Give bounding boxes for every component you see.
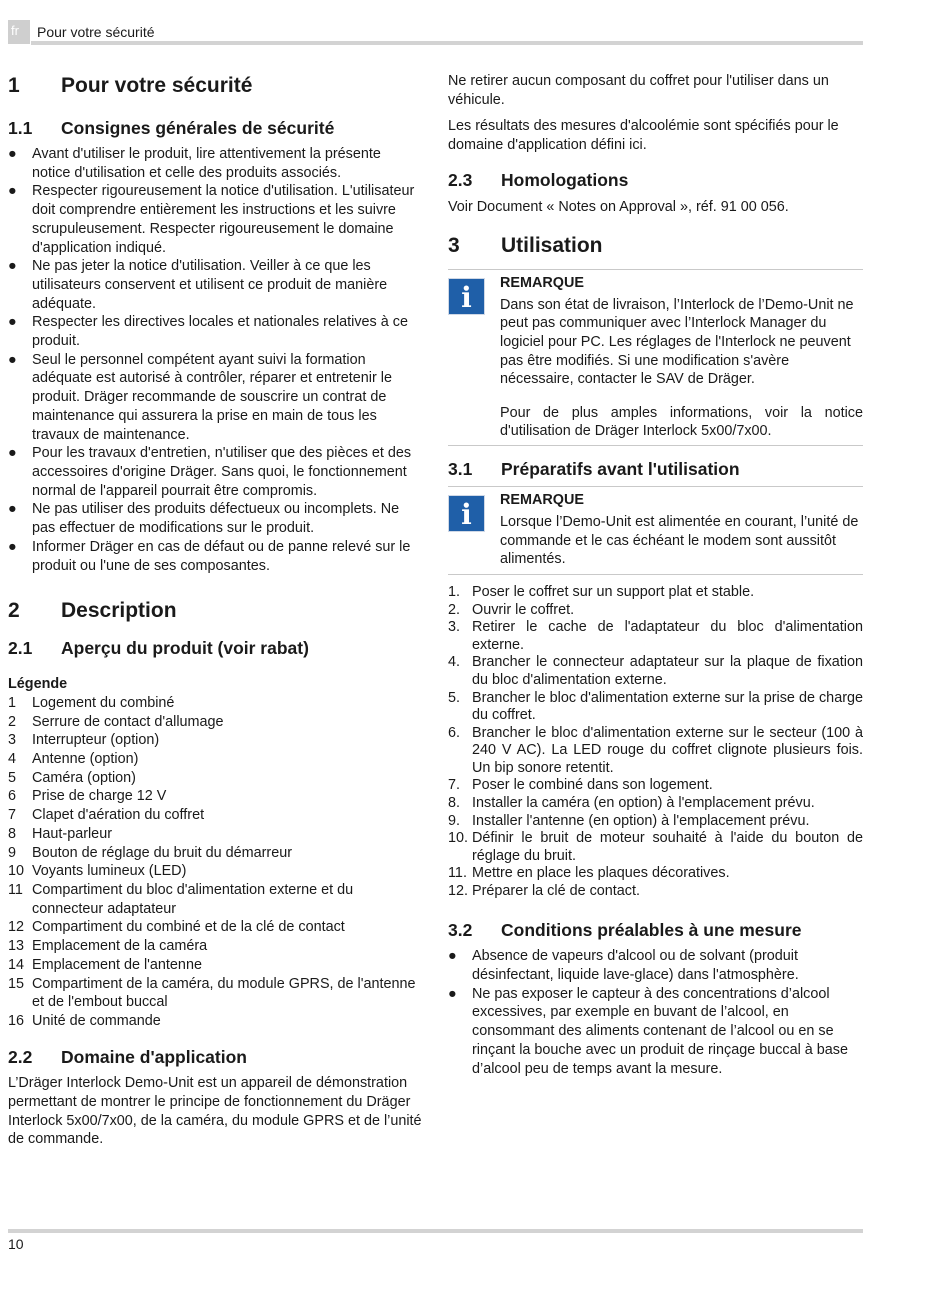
legend-item: 10 Voyants lumineux (LED) — [8, 863, 187, 880]
right-column — [448, 72, 863, 1078]
section-2-1-heading: 2.1 Aperçu du produit (voir rabat) — [8, 637, 309, 658]
list-item: ● Absence de vapeurs d'alcool ou de solvant (produit désinfectant, liquide lave-glace) dans l'atmosphère. — [448, 948, 799, 984]
legend-list — [8, 694, 423, 1031]
step-item: 10. Définir le bruit de moteur souhaité à l'aide du bouton de réglage du bruit. — [448, 830, 863, 864]
conditions-list — [448, 947, 863, 1078]
legend-item: 1 Logement du combiné — [8, 694, 175, 711]
legend-item: 16 Unité de commande — [8, 1012, 161, 1029]
list-item: ● Respecter rigoureusement la notice d'utilisation. L'utilisateur doit comprendre entièrement les instructions et les suivre scrupuleusement. Respecter rigoureusement le domaine d'application indiqué. — [8, 183, 415, 256]
list-item: ● Seul le personnel compétent ayant suivi la formation adéquate est autorisé à contrôler, réparer et entretenir le produit. Dräger recommande de souscrire un contrat de maintenance qui assurera la prise en main de tous les travaux de maintenance. — [8, 351, 392, 443]
note-label: REMARQUE — [500, 491, 584, 508]
paragraph: Les résultats des mesures d'alcoolémie sont spécifiés pour le domaine d'application défini ici. — [448, 118, 839, 154]
legend-item: 5 Caméra (option) — [8, 769, 136, 786]
list-item: ● Respecter les directives locales et nationales relatives à ce produit. — [8, 314, 408, 350]
info-icon: i — [448, 278, 485, 315]
note-box — [448, 486, 863, 575]
section-2-3-heading: 2.3 Homologations — [448, 169, 629, 190]
legend-item: 9 Bouton de réglage du bruit du démarreur — [8, 844, 293, 861]
approval-text: Voir Document « Notes on Approval », réf. 91 00 056. — [448, 198, 789, 215]
list-item: ● Ne pas jeter la notice d'utilisation. Veiller à ce que les utilisateurs conservent et utilisent ce produit de manière adéquate. — [8, 258, 388, 312]
legend-item: 8 Haut-parleur — [8, 825, 112, 842]
step-item: 5. Brancher le bloc d'alimentation externe sur la prise de charge du coffret. — [448, 689, 863, 724]
note-text: Dans son état de livraison, l’Interlock de l’Demo-Unit ne peut pas communiquer avec l’Interlock Manager du logiciel pour PC. Les réglages de l'Interlock ne peuvent pas être modifiés. Si une modification s'avère nécessaire, contacter le SAV de Dräger. — [500, 296, 854, 388]
note-label: REMARQUE — [500, 274, 584, 291]
step-item: 12. Préparer la clé de contact. — [448, 883, 640, 900]
header-rule — [31, 41, 863, 45]
left-column — [8, 72, 423, 1149]
legend-item: 7 Clapet d'aération du coffret — [8, 807, 205, 824]
legend-item: 3 Interrupteur (option) — [8, 732, 160, 749]
preparation-steps — [448, 584, 863, 901]
list-item: ● Pour les travaux d'entretien, n'utiliser que des pièces et des accessoires d'origine Dräger. Sans quoi, le fonctionnement normal de l'appareil pourrait être compromis. — [8, 445, 412, 499]
section-3-heading: 3 Utilisation — [448, 234, 603, 258]
step-item: 8. Installer la caméra (en option) à l'emplacement prévu. — [448, 795, 815, 812]
note-text: Lorsque l’Demo-Unit est alimentée en courant, l’unité de commande et le cas échéant le modem sont aussitôt alimentés. — [500, 513, 859, 568]
legend-item: 11 Compartiment du bloc d'alimentation externe et du connecteur adaptateur — [8, 882, 354, 917]
legend-item: 6 Prise de charge 12 V — [8, 788, 167, 805]
legend-item: 15 Compartiment de la caméra, du module GPRS, de l'antenne et de l'embout buccal — [8, 975, 416, 1011]
footer-rule — [8, 1229, 863, 1233]
paragraph: Ne retirer aucun composant du coffret pour l'utiliser dans un véhicule. — [448, 73, 829, 108]
step-item: 6. Brancher le bloc d'alimentation externe sur le secteur (100 à 240 V AC). La LED rouge du coffret clignote plusieurs fois. Un bip sonore retentit. — [448, 724, 863, 776]
section-2-heading: 2 Description — [8, 599, 177, 623]
list-item: ● Informer Dräger en cas de défaut ou de panne relevé sur le produit ou l'une de ses composantes. — [8, 538, 411, 574]
step-item: 2. Ouvrir le coffret. — [448, 601, 575, 618]
section-3-2-heading: 3.2 Conditions préalables à une mesure — [448, 919, 802, 940]
safety-list — [8, 145, 423, 575]
legend-item: 4 Antenne (option) — [8, 751, 139, 768]
section-3-1-heading: 3.1 Préparatifs avant l'utilisation — [448, 459, 740, 480]
legend-item: 13 Emplacement de la caméra — [8, 938, 208, 955]
running-header-title: Pour votre sécurité — [37, 24, 155, 40]
page-number: 10 — [8, 1236, 24, 1252]
step-item: 7. Poser le combiné dans son logement. — [448, 777, 713, 794]
list-item: ● Ne pas utiliser des produits défectueux ou incomplets. Ne pas effectuer de modifications sur le produit. — [8, 501, 400, 537]
step-item: 3. Retirer le cache de l'adaptateur du bloc d'alimentation externe. — [448, 619, 863, 653]
step-item: 4. Brancher le connecteur adaptateur sur la plaque de fixation du bloc d'alimentation externe. — [448, 654, 863, 688]
info-icon: i — [448, 495, 485, 532]
application-domain-text: L’Dräger Interlock Demo-Unit est un appareil de démonstration permettant de montrer le principe de fonctionnement du Dräger Interlock 5x00/7x00, de la caméra, du module GPRS et de l’unité de commande. — [8, 1075, 422, 1148]
step-item: 1. Poser le coffret sur un support plat et stable. — [448, 583, 755, 600]
language-tag: fr — [8, 20, 30, 44]
note-text: Pour de plus amples informations, voir la notice d'utilisation de Dräger Interlock 5x00/7x00. — [500, 405, 863, 439]
legend-item: 12 Compartiment du combiné et de la clé de contact — [8, 919, 345, 936]
legend-title: Légende — [8, 676, 68, 693]
legend-item: 2 Serrure de contact d'allumage — [8, 713, 224, 730]
list-item: ● Avant d'utiliser le produit, lire attentivement la présente notice d'utilisation et celle des produits associés. — [8, 146, 381, 181]
note-box — [448, 269, 863, 447]
list-item: ● Ne pas exposer le capteur à des concentrations d’alcool excessives, par exemple en buvant de l’alcool, en consommant des aliments contenant de l’alcool ou en se rinçant la bouche avec un produit de rinçage buccal à base d’alcool peu de temps avant la mesure. — [448, 985, 849, 1077]
step-item: 9. Installer l'antenne (en option) à l'emplacement prévu. — [448, 812, 810, 829]
step-item: 11. Mettre en place les plaques décoratives. — [448, 865, 730, 882]
section-2-2-heading: 2.2 Domaine d'application — [8, 1046, 247, 1067]
section-1-heading: 1 Pour votre sécurité — [8, 74, 253, 97]
legend-item: 14 Emplacement de l'antenne — [8, 956, 202, 973]
section-1-1-heading: 1.1 Consignes générales de sécurité — [8, 118, 335, 139]
